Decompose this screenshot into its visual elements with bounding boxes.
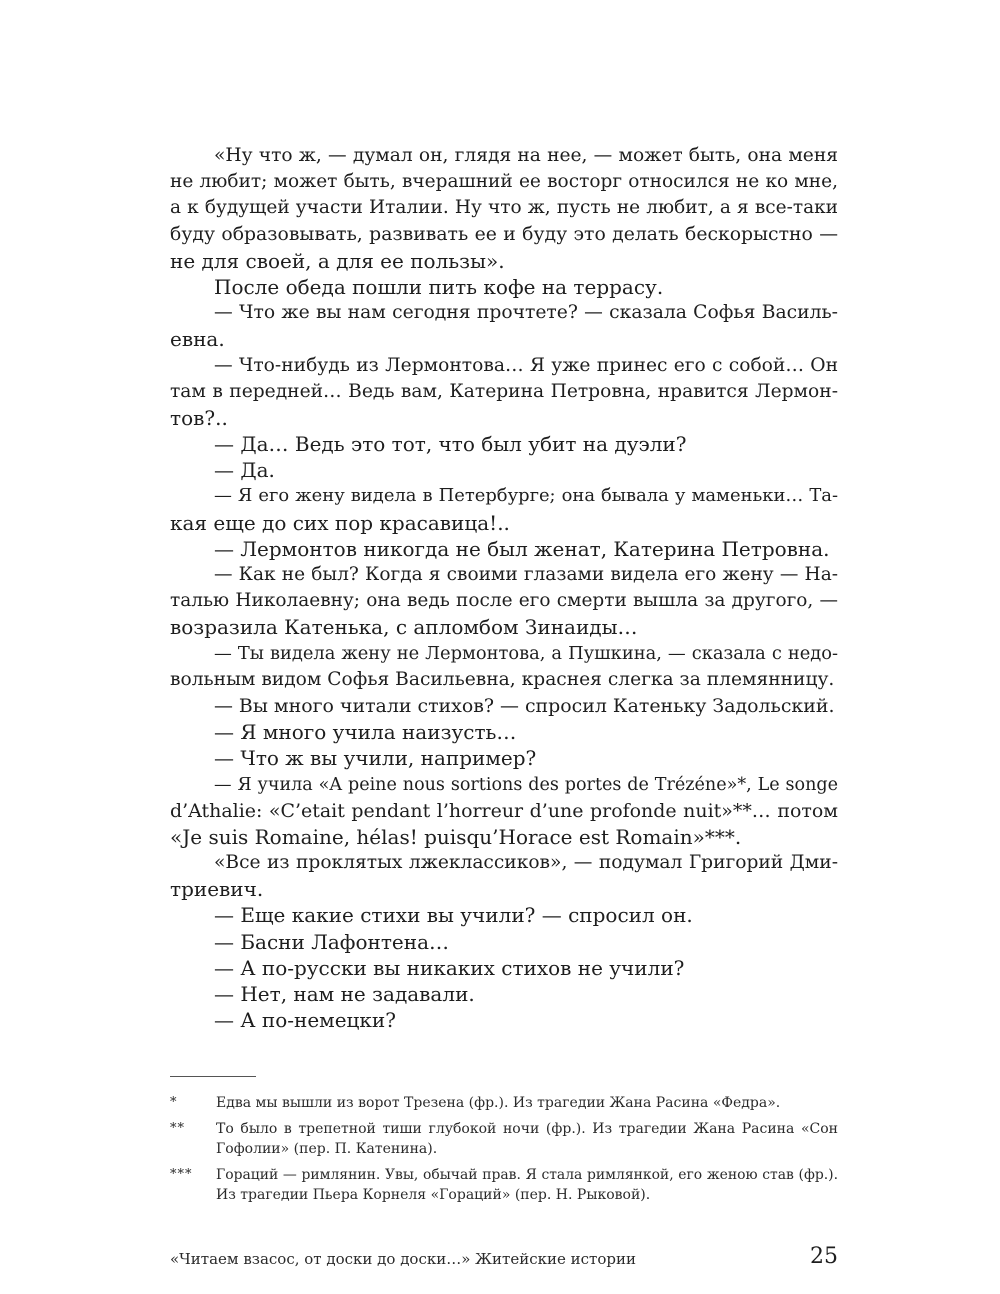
footnote-line: То было в трепетной тиши глубокой ночи (фр.). Из трагедии Жана Расина «Сон [216,1121,838,1137]
page-number: 25 [810,1244,838,1269]
text-line: тов?.. [170,405,228,430]
running-footer-title: «Читаем взасос, от доски до доски…» Житейские истории [170,1250,636,1268]
text-line: — Я много учила наизусть… [214,720,517,745]
text-line: — Что-нибудь из Лермонтова… Я уже принес его с собой… Он [214,354,838,376]
text-line: буду образовывать, развивать ее и буду это делать бескорыстно — [170,223,838,245]
text-line: — Еще какие стихи вы учили? — спросил он. [214,903,693,928]
footnote-mark: ** [170,1121,185,1136]
text-line: вольным видом Софья Васильевна, краснея слегка за племянницу. [170,668,835,690]
main-text [170,143,838,1033]
text-line: «Je suis Romaine, hélas! puisqu’Horace est Romain»***. [170,824,742,849]
footnote-line: Гораций — римлянин. Увы, обычай прав. Я стала римлянкой, его женою став (фр.). [216,1167,838,1183]
text-line: — А по-русски вы никаких стихов не учили? [214,955,685,980]
text-line: триевич. [170,877,264,902]
text-line: «Ну что ж, — думал он, глядя на нее, — может быть, она меня [214,145,838,166]
text-line: не любит; может быть, вчерашний ее восторг относился не ко мне, [170,171,838,193]
text-line: — Вы много читали стихов? — спросил Катеньку Задольский. [214,694,835,717]
text-line: — А по-немецки? [214,1008,396,1033]
text-line: — Что же вы нам сегодня прочтете? — сказала Софья Василь- [214,302,838,324]
text-line: возразила Катенька, с апломбом Зинаиды… [170,615,638,640]
text-line: — Что ж вы учили, например? [214,746,537,771]
text-line: не для своей, а для ее пользы». [170,248,505,273]
text-line: евна. [170,327,225,352]
text-line: талью Николаевну; она ведь после его смерти вышла за другого, — [170,590,838,612]
text-line: — Да… Ведь это тот, что был убит на дуэли? [214,432,687,457]
footnote-text [216,1093,838,1113]
text-line: — Лермонтов никогда не был женат, Катерина Петровна. [214,536,830,561]
footnotes [170,1093,838,1211]
text-line: а к будущей участи Италии. Ну что ж, пусть не любит, а я все-таки [170,197,838,219]
footnote [170,1119,838,1159]
text-line: — Я его жену видела в Петербурге; она бывала у маменьки… Та- [214,485,838,507]
footnote-separator [170,1076,256,1077]
text-line: «Все из проклятых лжеклассиков», — подумал Григорий Дми- [214,852,838,874]
text-line: — Нет, нам не задавали. [214,982,475,1006]
footnote-mark: *** [170,1167,193,1182]
text-line: — Да. [214,458,275,483]
text-line: кая еще до сих пор красавица!.. [170,510,510,535]
footnote-text [216,1119,838,1159]
text-line: d’Athalie: «C’etait pendant l’horreur d’une profonde nuit»**… потом [170,799,838,822]
text-line: После обеда пошли пить кофе на террасу. [214,274,664,299]
footnote [170,1165,838,1205]
footnote-text [216,1165,838,1205]
text-line: — Как не был? Когда я своими глазами видела его жену — На- [214,564,838,585]
footnote-line: Из трагедии Пьера Корнеля «Гораций» (пер. Н. Рыковой). [216,1187,651,1203]
text-line: там в передней… Ведь вам, Катерина Петровна, нравится Лермон- [170,380,838,402]
text-line: — Басни Лафонтена… [214,929,449,954]
footnote-line: Гофолии» (пер. П. Катенина). [216,1141,438,1157]
footnote-line: Едва мы вышли из ворот Трезена (фр.). Из трагедии Жана Расина «Федра». [216,1095,781,1111]
text-line: — Я учила «A peine nous sortions des portes de Trézéne»*, Le songe [214,774,838,795]
text-line: — Ты видела жену не Лермонтова, а Пушкина, — сказала с недо- [214,642,838,664]
footnote-mark: * [170,1095,178,1110]
footnote [170,1093,838,1113]
